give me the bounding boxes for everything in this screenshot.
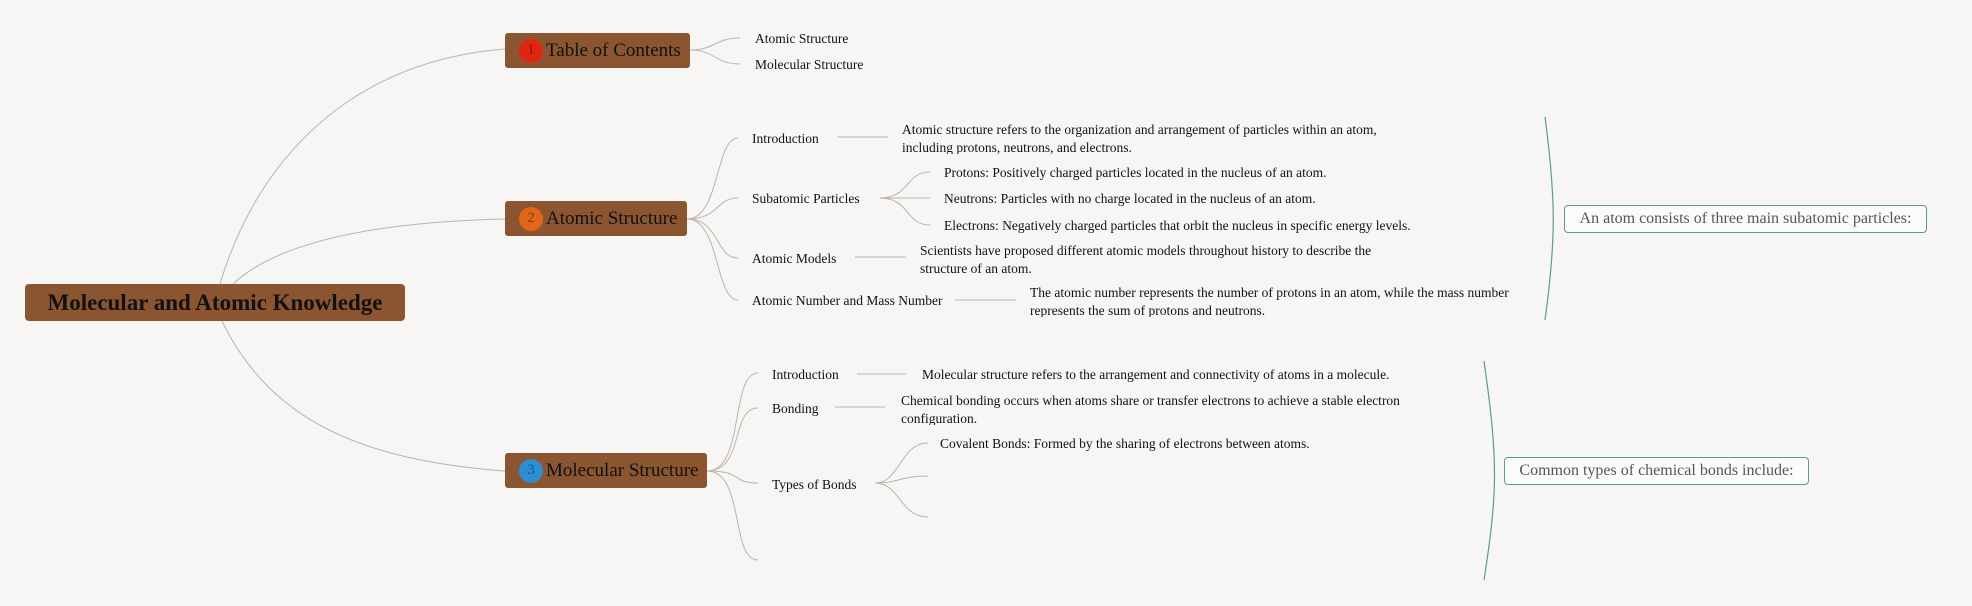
toc-item-molecular-structure[interactable]: Molecular Structure: [755, 57, 864, 72]
atomic-number-mass-text: The atomic number represents the number of protons in an atom, while the mass number represents the sum of protons and neutrons.: [1030, 285, 1509, 317]
root-node[interactable]: [25, 284, 405, 321]
branch-molecular-structure[interactable]: [505, 453, 707, 488]
number-badge: 2: [519, 207, 543, 231]
toc-item-atomic-structure[interactable]: Atomic Structure: [755, 31, 849, 46]
molecular-summary-box[interactable]: [1504, 457, 1809, 485]
molecular-summary-text: Common types of chemical bonds include:: [1519, 462, 1794, 479]
branch-label: Molecular Structure: [546, 459, 699, 481]
subatomic-particles-label[interactable]: Subatomic Particles: [752, 191, 860, 206]
branch-table-of-contents[interactable]: [505, 33, 690, 68]
bonding-text: Chemical bonding occurs when atoms share or transfer electrons to achieve a stable electron configuration.: [901, 393, 1400, 425]
subatomic-item-electrons[interactable]: Electrons: Negatively charged particles that orbit the nucleus in specific energy levels.: [944, 218, 1411, 233]
branch-label: Table of Contents: [546, 39, 681, 61]
atomic-summary-box[interactable]: [1564, 205, 1927, 233]
root-label: Molecular and Atomic Knowledge: [47, 289, 383, 315]
atomic-number-mass-label[interactable]: Atomic Number and Mass Number: [752, 293, 943, 308]
bond-type-covalent[interactable]: Covalent Bonds: Formed by the sharing of electrons between atoms.: [940, 436, 1310, 451]
branch-atomic-structure[interactable]: [505, 201, 687, 236]
molecular-introduction-text: Molecular structure refers to the arrangement and connectivity of atoms in a molecule.: [922, 367, 1390, 382]
atomic-introduction-label[interactable]: Introduction: [752, 131, 819, 146]
atomic-introduction-text: Atomic structure refers to the organization and arrangement of particles within an atom, including protons, neutrons, and electrons.: [902, 122, 1377, 154]
types-of-bonds-label[interactable]: Types of Bonds: [772, 477, 857, 492]
bonding-label[interactable]: Bonding: [772, 401, 819, 416]
atomic-models-text: Scientists have proposed different atomic models throughout history to describe the structure of an atom.: [920, 243, 1372, 276]
subatomic-item-protons[interactable]: Protons: Positively charged particles located in the nucleus of an atom.: [944, 165, 1327, 180]
number-badge: 1: [519, 39, 543, 63]
branch-label: Atomic Structure: [546, 207, 678, 229]
number-badge: 3: [519, 459, 543, 483]
atomic-summary-text: An atom consists of three main subatomic particles:: [1579, 210, 1912, 227]
molecular-introduction-label[interactable]: Introduction: [772, 367, 839, 382]
subatomic-item-neutrons[interactable]: Neutrons: Particles with no charge located in the nucleus of an atom.: [944, 191, 1316, 206]
atomic-models-label[interactable]: Atomic Models: [752, 251, 837, 266]
